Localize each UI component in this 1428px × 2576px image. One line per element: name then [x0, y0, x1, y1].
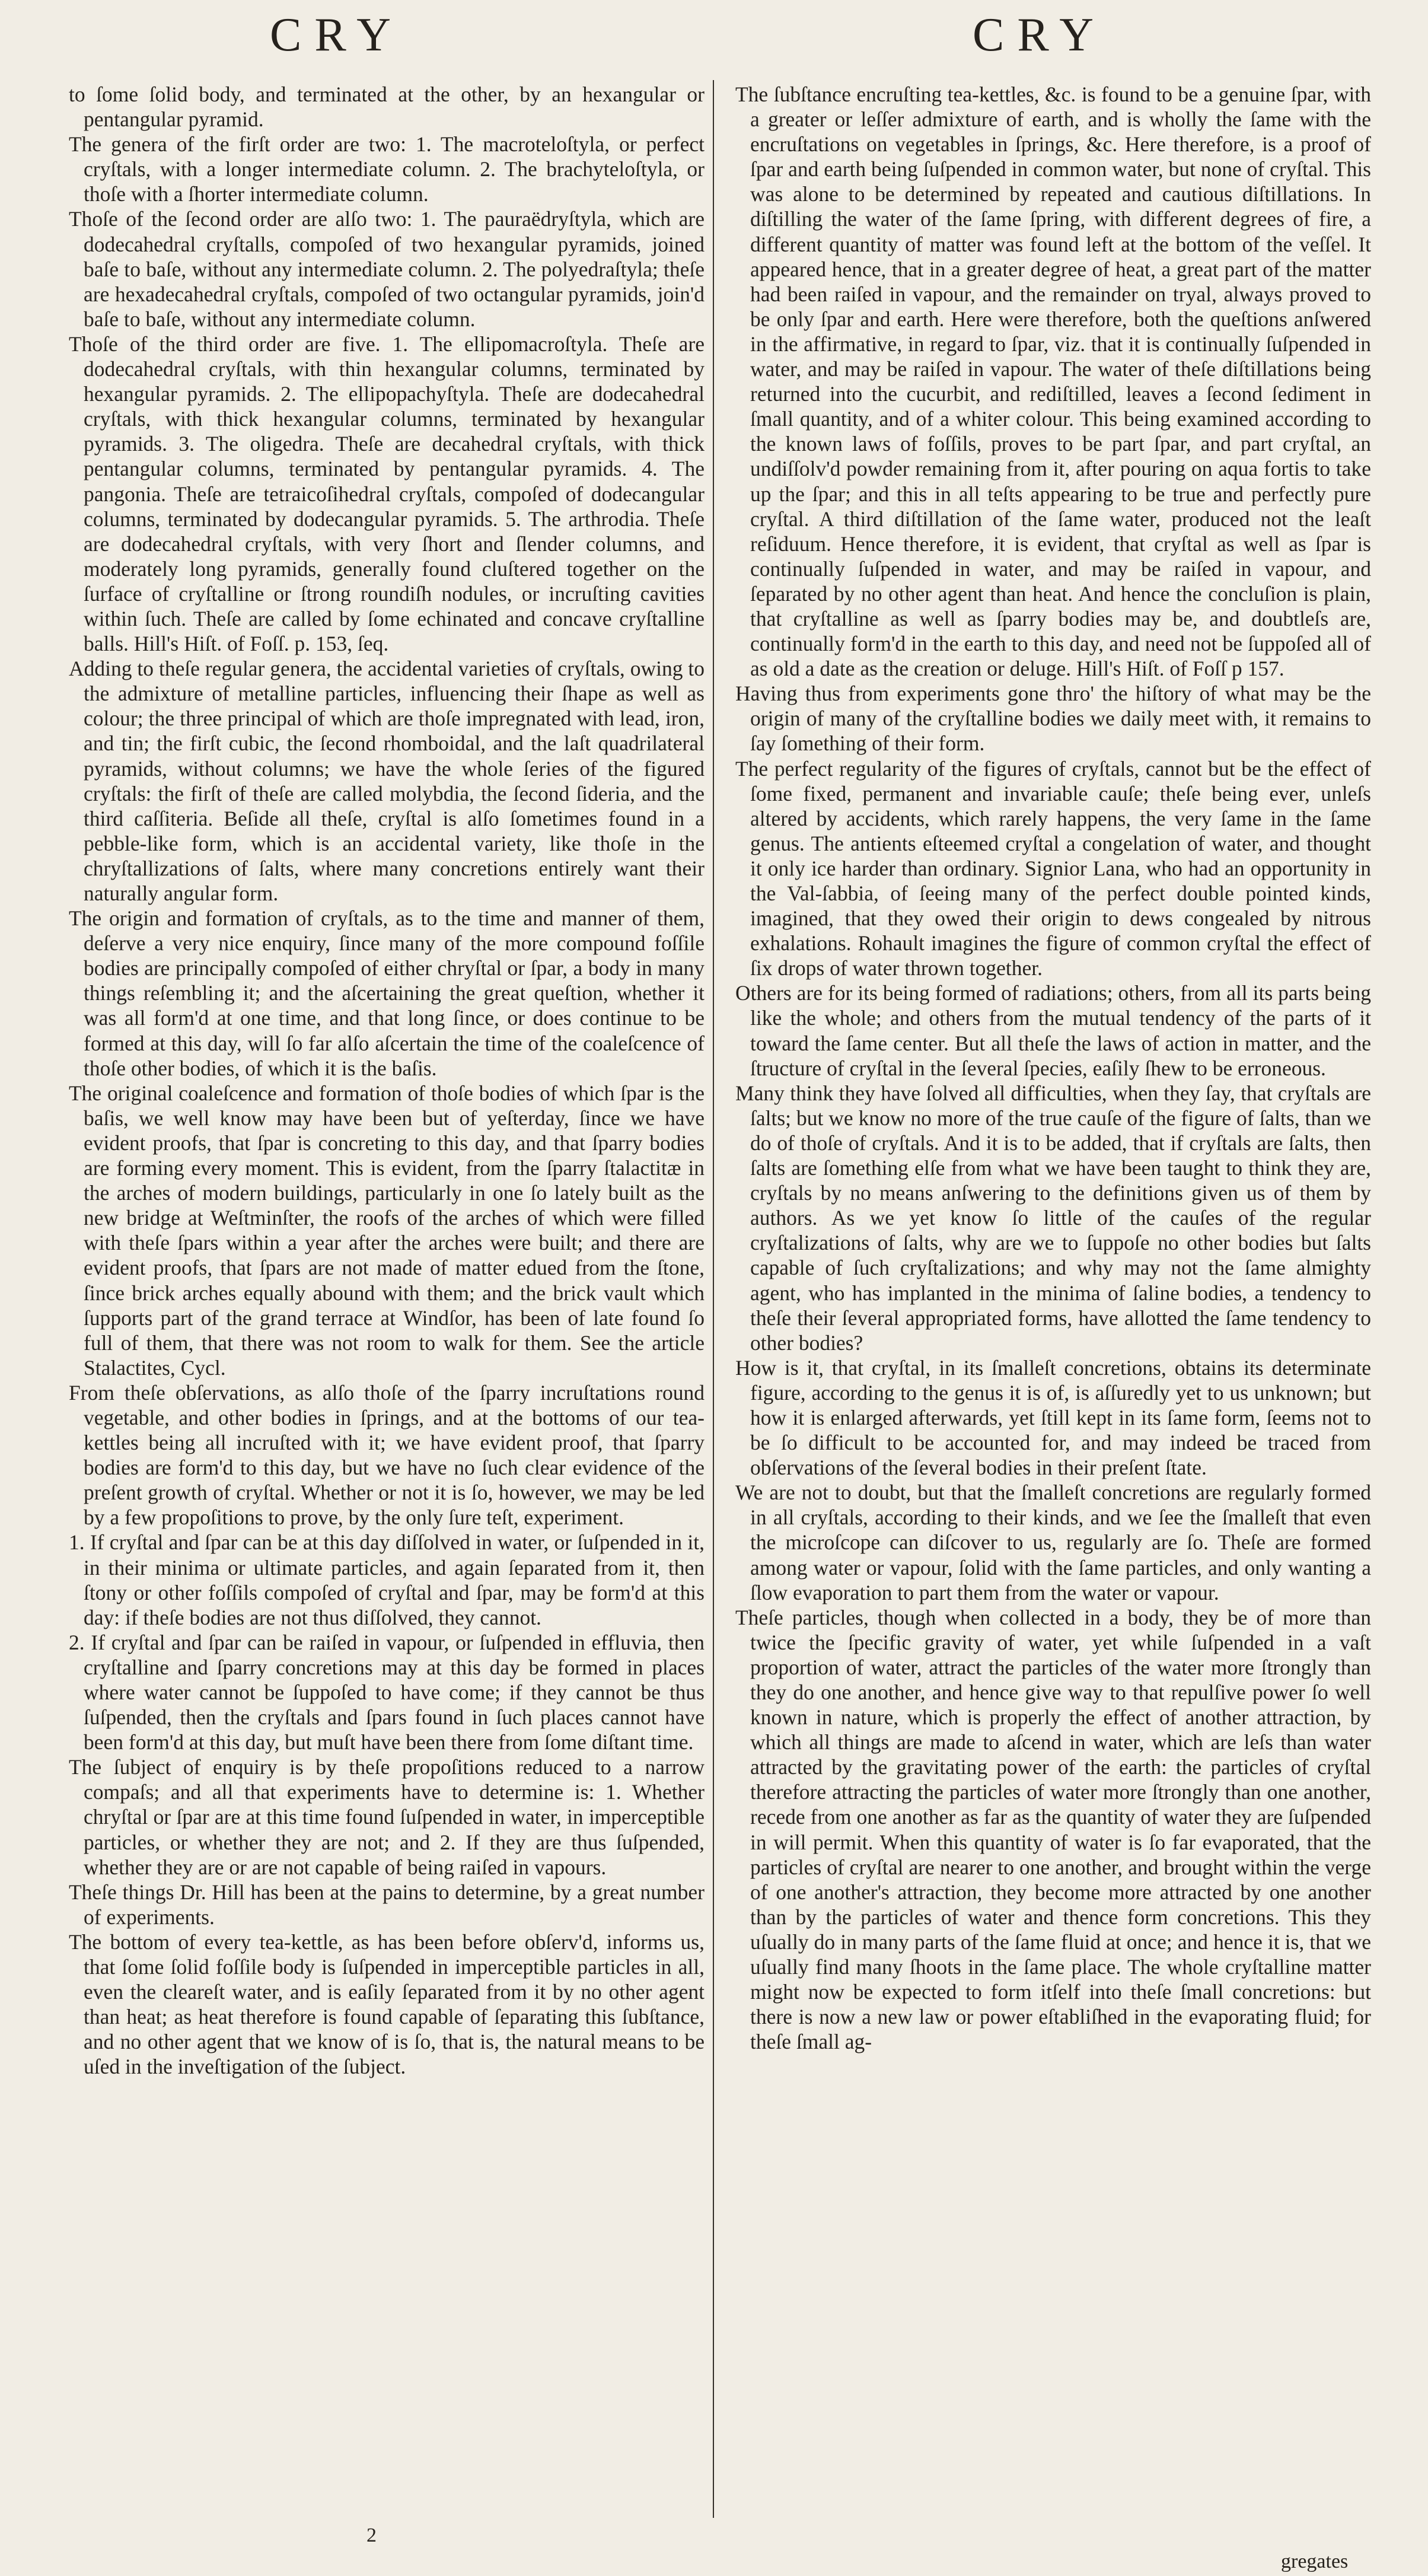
paragraph: 1. If cryſtal and ſpar can be at this day diſſolved in water, or ſuſpended in it, in their minima or ultimate particles, and again ſeparated from it, then ſtony or other foſſils compoſed of cryſtal and ſpar, may be form'd at this day: if theſe bodies are not thus diſſolved, they cannot. — [69, 1530, 705, 1629]
catchword: gregates — [1281, 2550, 1349, 2572]
paragraph: We are not to doubt, but that the ſmalleſt concretions are regularly formed in all cryſtals, according to their kinds, and we ſee the ſmalleſt that even the microſcope can diſcover to us, regularly are ſo. Theſe are formed among water or vapour, ſolid with the ſame particles, and only wanting a ſlow evaporation to part them from the water or vapour. — [735, 1480, 1371, 1604]
paragraph: Others are for its being formed of radiations; others, from all its parts being like the whole; and others from the mutual tendency of the parts of it toward the ſame center. But all theſe the laws of action in matter, and the ſtructure of cryſtal in the ſeveral ſpecies, eaſily ſhew to be erroneous. — [735, 981, 1371, 1080]
paragraph: Many think they have ſolved all difficulties, when they ſay, that cryſtals are ſalts; but we know no more of the true cauſe of the figure of ſalts, than we do of thoſe of cryſtals. And it is to be added, that if cryſtals are ſalts, then ſalts are ſomething elſe from what we have been taught to think they are, cryſtals by no means anſwering to the definitions given us of them by authors. As we yet know ſo little of the cauſes of the regular cryſtalizations of ſalts, why are we to ſuppoſe no other bodies but ſalts capable of ſuch cryſtalizations; and why may not the ſame almighty agent, who has implanted in the minima of ſaline bodies, a tendency to theſe their ſeveral appropriated forms, have allotted the ſame tendency to other bodies? — [735, 1081, 1371, 1355]
paragraph: Adding to theſe regular genera, the accidental varieties of cryſtals, owing to the admixture of metalline particles, influencing their ſhape as well as colour; the three principal of which are thoſe impregnated with lead, iron, and tin; the firſt cubic, the ſecond rhomboidal, and the laſt quadrilateral pyramids, without columns; we have the whole ſeries of the figured cryſtals: the firſt of theſe are called molybdia, the ſecond ſideria, and the third caſſiteria. Beſide all theſe, cryſtal is alſo ſometimes found in a pebble-like form, which is an accidental variety, like thoſe in the chryſtallizations of ſalts, where many concretions entirely want their naturally angular form. — [69, 657, 705, 905]
left-column — [69, 82, 705, 2080]
paragraph: to ſome ſolid body, and terminated at the other, by an hexangular or pentangular pyramid. — [69, 82, 705, 132]
column-divider — [713, 80, 714, 2518]
running-head-right: CRY — [973, 9, 1107, 61]
paragraph: The perfect regularity of the figures of cryſtals, cannot but be the effect of ſome fixed, permanent and invariable cauſe; theſe being ever, unleſs altered by accidents, which rarely happens, the very ſame in the ſame genus. The antients eſteemed cryſtal a congelation of water, and thought it only ice harder than ordinary. Signior Lana, who had an opportunity in the Val-ſabbia, of ſeeing many of the perfect double pointed kinds, imagined, that they owed their origin to dews congealed by nitrous exhalations. Rohault imagines the figure of common cryſtal the effect of ſix drops of water thrown together. — [735, 756, 1371, 980]
paragraph: Theſe things Dr. Hill has been at the pains to determine, by a great number of experiments. — [69, 1880, 705, 1929]
paragraph: Thoſe of the ſecond order are alſo two: 1. The pauraëdryſtyla, which are dodecahedral cryſtalls, compoſed of two hexangular pyramids, joined baſe to baſe, without any intermediate column. 2. The polyedraſtyla; theſe are hexadecahedral cryſtals, compoſed of two octangular pyramids, join'd baſe to baſe, without any intermediate column. — [69, 207, 705, 331]
right-column — [735, 82, 1371, 2054]
paragraph: Having thus from experiments gone thro' the hiſtory of what may be the origin of many of the cryſtalline bodies we daily meet with, it remains to ſay ſomething of their form. — [735, 682, 1371, 756]
paragraph: The origin and formation of cryſtals, as to the time and manner of them, deſerve a very nice enquiry, ſince many of the more compound foſſile bodies are principally compoſed of either chryſtal or ſpar, a body in many things reſembling it; and the aſcertaining the great queſtion, whether it was all form'd at one time, and that long ſince, or does continue to be formed at this day, will ſo far alſo aſcertain the time of the coaleſcence of thoſe other bodies, of which it is the baſis. — [69, 906, 705, 1080]
paragraph: The original coaleſcence and formation of thoſe bodies of which ſpar is the baſis, we well know may have been but of yeſterday, ſince we have evident proofs, that ſpar is concreting to this day, and that ſparry bodies are forming every moment. This is evident, from the ſparry ſtalactitæ in the arches of modern buildings, particularly in one ſo lately built as the new bridge at Weſtminſter, the roofs of the arches of which were filled with theſe ſpars within a year after the arches were built; and there are evident proofs, that ſpars are not made of matter edued from the ſtone, ſince brick arches equally abound with them; and the brick vault which ſupports part of the grand terrace at Windſor, has been of late found ſo full of them, that there was not room to walk for them. See the article Stalactites, Cycl. — [69, 1081, 705, 1380]
paragraph: 2. If cryſtal and ſpar can be raiſed in vapour, or ſuſpended in effluvia, then cryſtalline and ſparry concretions may at this day be formed in places where water cannot be ſuppoſed to have come; if they cannot be thus ſuſpended, then the cryſtals and ſpars found in ſuch places cannot have been form'd at this day, but muſt have been there from ſome diſtant time. — [69, 1630, 705, 1755]
running-head-left: CRY — [270, 9, 404, 61]
page-number: 2 — [366, 2524, 377, 2546]
paragraph: Thoſe of the third order are five. 1. The ellipomacroſtyla. Theſe are dodecahedral cryſtals, with thin hexangular columns, terminated by hexangular pyramids. 2. The ellipopachyſtyla. Theſe are dodecahedral cryſtals, with thick hexangular columns, terminated by hexangular pyramids. 3. The oligedra. Theſe are decahedral cryſtals, with thick pentangular columns, terminated by pentangular pyramids. 4. The pangonia. Theſe are tetraicoſihedral cryſtals, compoſed of dodecangular columns, terminated by dodecangular pyramids. 5. The arthrodia. Theſe are dodecahedral cryſtals, with very ſhort and ſlender columns, and moderately long pyramids, generally found cluſtered together on the ſurface of cryſtalline or ſtrong roundiſh nodules, or incruſting cavities within ſuch. Theſe are called by ſome echinated and concave cryſtalline balls. Hill's Hiſt. of Foſſ. p. 153, ſeq. — [69, 332, 705, 656]
paragraph: The bottom of every tea-kettle, as has been before obſerv'd, informs us, that ſome ſolid foſſile body is ſuſpended in imperceptible particles in all, even the cleareſt water, and is eaſily ſeparated from it by no other agent than heat; as heat therefore is found capable of ſeparating this ſubſtance, and no other agent that we know of is ſo, that is, the natural means to be uſed in the inveſtigation of the ſubject. — [69, 1929, 705, 2079]
paragraph: Theſe particles, though when collected in a body, they be of more than twice the ſpecific gravity of water, yet while ſuſpended in a vaſt proportion of water, attract the particles of the water more ſtrongly than they do one another, and hence give way to that repulſive power ſo well known in nature, which is properly the effect of another attraction, by which all things are made to aſcend in water, which are leſs than water attracted by the gravitating power of the earth: the particles of cryſtal therefore attracting the particles of water more ſtrongly than one another, recede from one another as far as the quantity of water they are ſuſpended in will permit. When this quantity of water is ſo far evaporated, that the particles of cryſtal are nearer to one another, and brought within the verge of one another's attraction, they become more attracted by one another than by the particles of water and thence form concretions. This they uſually do in many parts of the ſame fluid at once; and hence it is, that we uſually find many ſhoots in the ſame place. The whole cryſtalline matter might now be expected to form itſelf into theſe ſmall concretions: but there is now a new law or power eſtabliſhed in the evaporating fluid; for theſe ſmall ag- — [735, 1605, 1371, 2054]
paragraph: How is it, that cryſtal, in its ſmalleſt concretions, obtains its determinate figure, according to the genus it is of, is aſſuredly yet to us unknown; but how it is enlarged afterwards, yet ſtill kept in its ſame form, ſeems not to be ſo difficult to be accounted for, and may indeed be traced from obſervations of the ſeveral bodies in their preſent ſtate. — [735, 1355, 1371, 1480]
running-head — [0, 8, 1428, 62]
paragraph: The ſubject of enquiry is by theſe propoſitions reduced to a narrow compaſs; and all that experiments have to determine is: 1. Whether chryſtal or ſpar are at this time found ſuſpended in water, in imperceptible particles, or whether they are not; and 2. If they are thus ſuſpended, whether they are or are not capable of being raiſed in vapours. — [69, 1755, 705, 1879]
paragraph: From theſe obſervations, as alſo thoſe of the ſparry incruſtations round vegetable, and other bodies in ſprings, and at the bottoms of our tea-kettles being all incruſted with it; we have evident proof, that ſparry bodies are form'd to this day, but we have no ſuch clear evidence of the preſent growth of cryſtal. Whether or not it is ſo, however, we may be led by a few propoſitions to prove, by the only ſure teſt, experiment. — [69, 1380, 705, 1530]
paragraph: The ſubſtance encruſting tea-kettles, &c. is found to be a genuine ſpar, with a greater or leſſer admixture of earth, and is wholly the ſame with the encruſtations on vegetables in ſprings, &c. Here therefore, is a proof of ſpar and earth being ſuſpended in common water, but none of cryſtal. This was alone to be determined by repeated and cautious diſtillations. In diſtilling the water of the ſame ſpring, with different degrees of fire, a different quantity of matter was found left at the bottom of the veſſel. It appeared hence, that in a greater degree of heat, a great part of the matter had been raiſed in vapour, and the remainder on tryal, always proved to be only ſpar and earth. Here were therefore, both the queſtions anſwered in the affirmative, in regard to ſpar, viz. that it is continually ſuſpended in water, and may be raiſed in vapour. The water of theſe diſtillations being returned into the cucurbit, and rediſtilled, leaves a ſecond ſediment in ſmall quantity, and of a whiter colour. This being examined according to the known laws of foſſils, proves to be part ſpar, and part cryſtal, an undiſſolv'd powder remaining from it, after pouring on aqua fortis to take up the ſpar; and this in all teſts appearing to be true and perfectly pure cryſtal. A third diſtillation of the ſame water, produced not the leaſt reſiduum. Hence therefore, it is evident, that cryſtal as well as ſpar is continually ſuſpended in water, and may be raiſed in vapour, and ſeparated by no other agent than heat. And hence the concluſion is plain, that cryſtalline as well as ſparry bodies may be, and doubtleſs are, continually form'd in the earth to this day, and need not be ſuppoſed all of as old a date as the creation or deluge. Hill's Hiſt. of Foſſ p 157. — [735, 82, 1371, 681]
paragraph: The genera of the firſt order are two: 1. The macroteloſtyla, or perfect cryſtals, with a longer intermediate column. 2. The brachyteloſtyla, or thoſe with a ſhorter intermediate column. — [69, 132, 705, 206]
